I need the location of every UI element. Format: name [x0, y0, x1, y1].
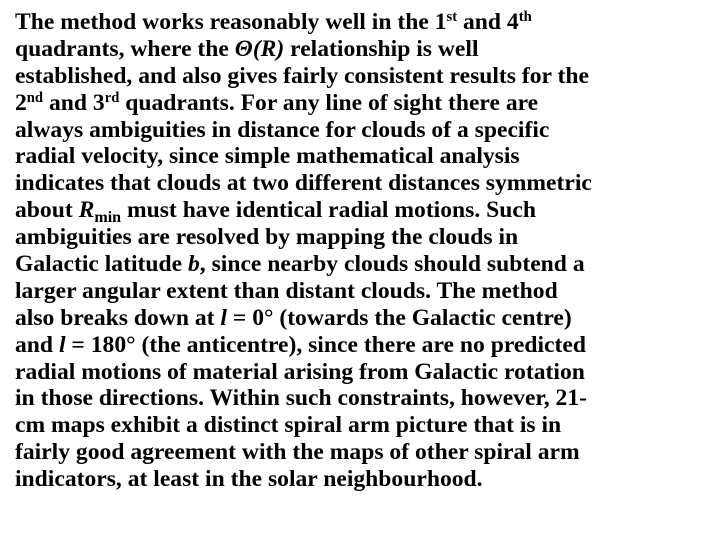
math-variable: (R)	[252, 35, 285, 62]
text-run: and 4	[457, 9, 519, 35]
text-line	[15, 90, 715, 117]
math-variable: b	[188, 251, 200, 278]
text-line: indicators, at least in the solar neighbourhood.	[15, 466, 483, 493]
text-run: also breaks down at	[15, 304, 221, 331]
text-line	[15, 36, 715, 63]
text-line: in those directions. Within such constraints, however, 21-	[15, 385, 587, 412]
ordinal-superscript: nd	[26, 89, 44, 106]
theta-symbol: Θ	[234, 35, 253, 62]
ordinal-superscript: rd	[104, 89, 120, 106]
math-variable: l	[220, 304, 227, 331]
subscript: min	[94, 209, 122, 227]
text-line: ambiguities are resolved by mapping the clouds in	[15, 224, 519, 251]
text-run: and 3	[43, 89, 105, 116]
math-variable: R	[78, 197, 95, 224]
text-line: radial motions of material arising from Galactic rotation	[15, 358, 585, 385]
text-run: and	[15, 331, 59, 358]
text-line	[15, 251, 715, 278]
ordinal-superscript: th	[518, 8, 532, 25]
text-line	[15, 9, 715, 36]
text-run: = 0° (towards the Galactic centre)	[226, 304, 572, 331]
text-run: , since nearby clouds should subtend a	[199, 251, 585, 278]
text-run: The method works reasonably well in the 1	[15, 9, 447, 35]
text-run: must have identical radial motions. Such	[121, 197, 536, 224]
text-line	[15, 332, 715, 359]
text-line	[15, 197, 715, 227]
text-run: relationship is well	[284, 35, 479, 62]
text-line: always ambiguities in distance for clouds of a specific	[15, 116, 550, 143]
text-line	[15, 305, 715, 332]
text-line: radial velocity, since simple mathematical analysis	[15, 143, 520, 170]
text-run: = 180° (the anticentre), since there are no predicted	[65, 331, 586, 358]
text-run: quadrants. For any line of sight there are	[119, 89, 539, 116]
body-paragraph	[15, 9, 715, 493]
text-run: quadrants, where the	[15, 35, 235, 62]
text-line: cm maps exhibit a distinct spiral arm picture that is in	[15, 412, 562, 439]
math-variable: l	[58, 331, 66, 358]
text-line: indicates that clouds at two different distances symmetric	[15, 170, 592, 197]
text-run: 2	[15, 89, 27, 116]
text-run: Galactic latitude	[15, 251, 188, 278]
ordinal-superscript: st	[446, 8, 458, 25]
text-line: larger angular extent than distant clouds. The method	[15, 277, 558, 304]
text-line: established, and also gives fairly consistent results for the	[15, 62, 589, 89]
text-run: about	[15, 197, 79, 224]
text-line: fairly good agreement with the maps of other spiral arm	[15, 439, 580, 466]
